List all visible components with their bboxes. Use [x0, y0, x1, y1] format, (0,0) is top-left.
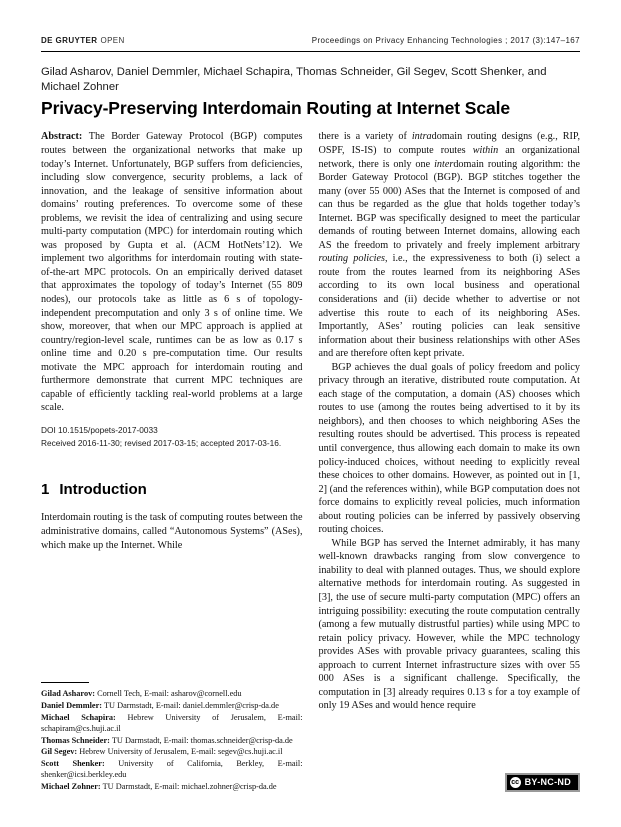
section-heading — [41, 480, 303, 498]
author-footnote — [41, 781, 303, 793]
author-footnote — [41, 735, 303, 747]
footnote-author-affiliation: Cornell Tech, E-mail: asharov@cornell.edu — [95, 689, 242, 699]
footnote-author-affiliation: TU Darmstadt, E-mail: michael.zohner@crisp-da.de — [100, 781, 277, 791]
intro-paragraph: Interdomain routing is the task of computing routes between the administrative domains, called “Autonomous Systems” (ASes), which make up the Internet. While — [41, 512, 303, 551]
author-footnote — [41, 746, 303, 758]
section-title: Introduction — [59, 480, 147, 498]
footnote-author-name: Gil Segev: — [41, 747, 78, 757]
right-column — [319, 130, 581, 792]
body-paragraph-2: BGP achieves the dual goals of policy freedom and policy privacy through an iterative, distributed route computation. At each stage of the computation, a domain (AS) chooses which routes to use (among the routes being advertised to it by its neighbors), and then chooses to which neighboring ASes the resulting routes should be advertised. This process is repeated until convergence, thus allowing each domain to make its own policy-induced choices, without needing to explicitly reveal these choices to other domains. However, as pointed out in [1, 2] (and the references within), while BGP computation does not force domains to explicitly reveal policies, much information about routing policies can be inferred by passively observing routing choices. — [318, 361, 580, 536]
author-footnote — [41, 688, 303, 700]
footnote-author-name: Michael Schapira: — [41, 712, 116, 722]
footnote-author-name: Thomas Schneider: — [41, 735, 110, 745]
paper-title: Privacy-Preserving Interdomain Routing at Internet Scale — [41, 98, 510, 119]
footnotes-block — [41, 682, 303, 792]
body-paragraph-3: While BGP has served the Internet admirably, it has many well-known drawbacks ranging from slow convergence to inability to deal with planned outages. Thus, we should explore alternative methods for interdomain routing. As suggested in [3], the use of secure multi-party computation (MPC) offers an intriguing possibility: executing the route computation centrally (among a few mutually distrustful parties) while using MPC to retain policy privacy. However, while the MPC technology provides ASes with provable privacy guarantees, scaling this approach to current Internet infrastructure sizes with over 55 000 ASes is a significant challenge. Specifically, the computation in [3] already requires 0.13 s for a toy example of only 19 ASes and would hence require — [318, 537, 580, 712]
author-footnote — [41, 700, 303, 712]
section-number: 1 — [41, 480, 50, 498]
publisher-logo — [41, 36, 125, 45]
publisher-name: DE GRUYTER — [41, 36, 98, 45]
license-label: BY-NC-ND — [524, 777, 571, 788]
two-column-body — [41, 130, 580, 792]
authors-line: Gilad Asharov, Daniel Demmler, Michael Schapira, Thomas Schneider, Gil Segev, Scott Shenker, and Michael Zohner — [41, 66, 547, 94]
cc-icon: cc — [511, 779, 519, 787]
footnote-author-affiliation: Hebrew University of Jerusalem, E-mail: schapiram@cs.huji.ac.il — [41, 712, 303, 734]
doi-line: DOI 10.1515/popets-2017-0033 — [41, 424, 158, 435]
publisher-open-label: OPEN — [100, 36, 125, 45]
abstract-text: The Border Gateway Protocol (BGP) computes routes between the organizational networks that make up today’s Internet. Unfortunately, BGP suffers from deficiencies, including slow convergence, security problems, a lack of innovation, and the leakage of sensitive information about domains’ routing preferences. To overcome some of these problems, we revisit the idea of centralizing and using secure multi-party computation (MPC) for interdomain routing which was proposed by Gupta et al. (ACM HotNets’12). We implement two algorithms for interdomain routing with state-of-the-art MPC protocols. On an empirically derived dataset that approximates the topology of today’s Internet (55 809 nodes), our protocols take as little as 6 s of topology-independent precomputation and only 3 s of online time. We show, moreover, that when our MPC approach is applied at country/region-level scale, runtimes can be as low as 0.17 s online time and 0.20 s pre-computation time. Our results motivate the MPC approach for interdomain routing and furthermore demonstrate that current MPC techniques are capable of efficiently tackling real-world problems at a large scale. — [41, 131, 303, 414]
footnote-author-name: Daniel Demmler: — [41, 701, 103, 711]
journal-citation: Proceedings on Privacy Enhancing Technologies ; 2017 (3):147–167 — [311, 36, 580, 45]
footnote-divider — [41, 682, 89, 683]
footnote-author-affiliation: University of California, Berkley, E-mail: shenker@icsi.berkley.edu — [41, 758, 303, 780]
footnote-author-affiliation: TU Darmstadt, E-mail: thomas.schneider@crisp-da.de — [109, 735, 293, 745]
footnote-author-name: Michael Zohner: — [41, 781, 101, 791]
footnote-author-name: Gilad Asharov: — [41, 689, 96, 699]
footnote-author-affiliation: TU Darmstadt, E-mail: daniel.demmler@crisp-da.de — [102, 701, 279, 711]
footnote-author-affiliation: Hebrew University of Jerusalem, E-mail: segev@cs.huji.ac.il — [77, 747, 283, 757]
abstract-label: Abstract: — [41, 131, 83, 143]
abstract-paragraph — [41, 130, 303, 414]
author-footnote — [41, 758, 303, 781]
page-header — [41, 36, 580, 52]
footnote-author-name: Scott Shenker: — [41, 758, 105, 768]
author-footnote — [41, 712, 303, 735]
meta-block — [41, 424, 303, 450]
received-line: Received 2016-11-30; revised 2017-03-15; accepted 2017-03-16. — [41, 437, 282, 448]
body-paragraph-1: there is a variety of intradomain routing designs (e.g., RIP, OSPF, IS-IS) to compute routes within an organizational network, there is only one interdomain routing algorithm: the Border Gateway Protocol (BGP). BGP stitches together the many (over 55 000) ASes that the Internet is composed of and can thus be regarded as the glue that holds together today’s Internet. BGP was specifically designed to meet the particular demands of routing between Internet domains, allowing each AS the freedom to privately and freely implement arbitrary routing policies, i.e., the expressiveness to both (i) select a route from the routes learned from its neighboring ASes according to its own local business and operational considerations and (ii) decide whether to advertise or not advertise this route to each of its neighboring ASes. Importantly, ASes’ routing policies can leak sensitive information about their business relationships with other ASes and are therefore often kept private. — [318, 131, 581, 360]
license-badge — [505, 773, 580, 792]
left-column — [41, 130, 303, 792]
